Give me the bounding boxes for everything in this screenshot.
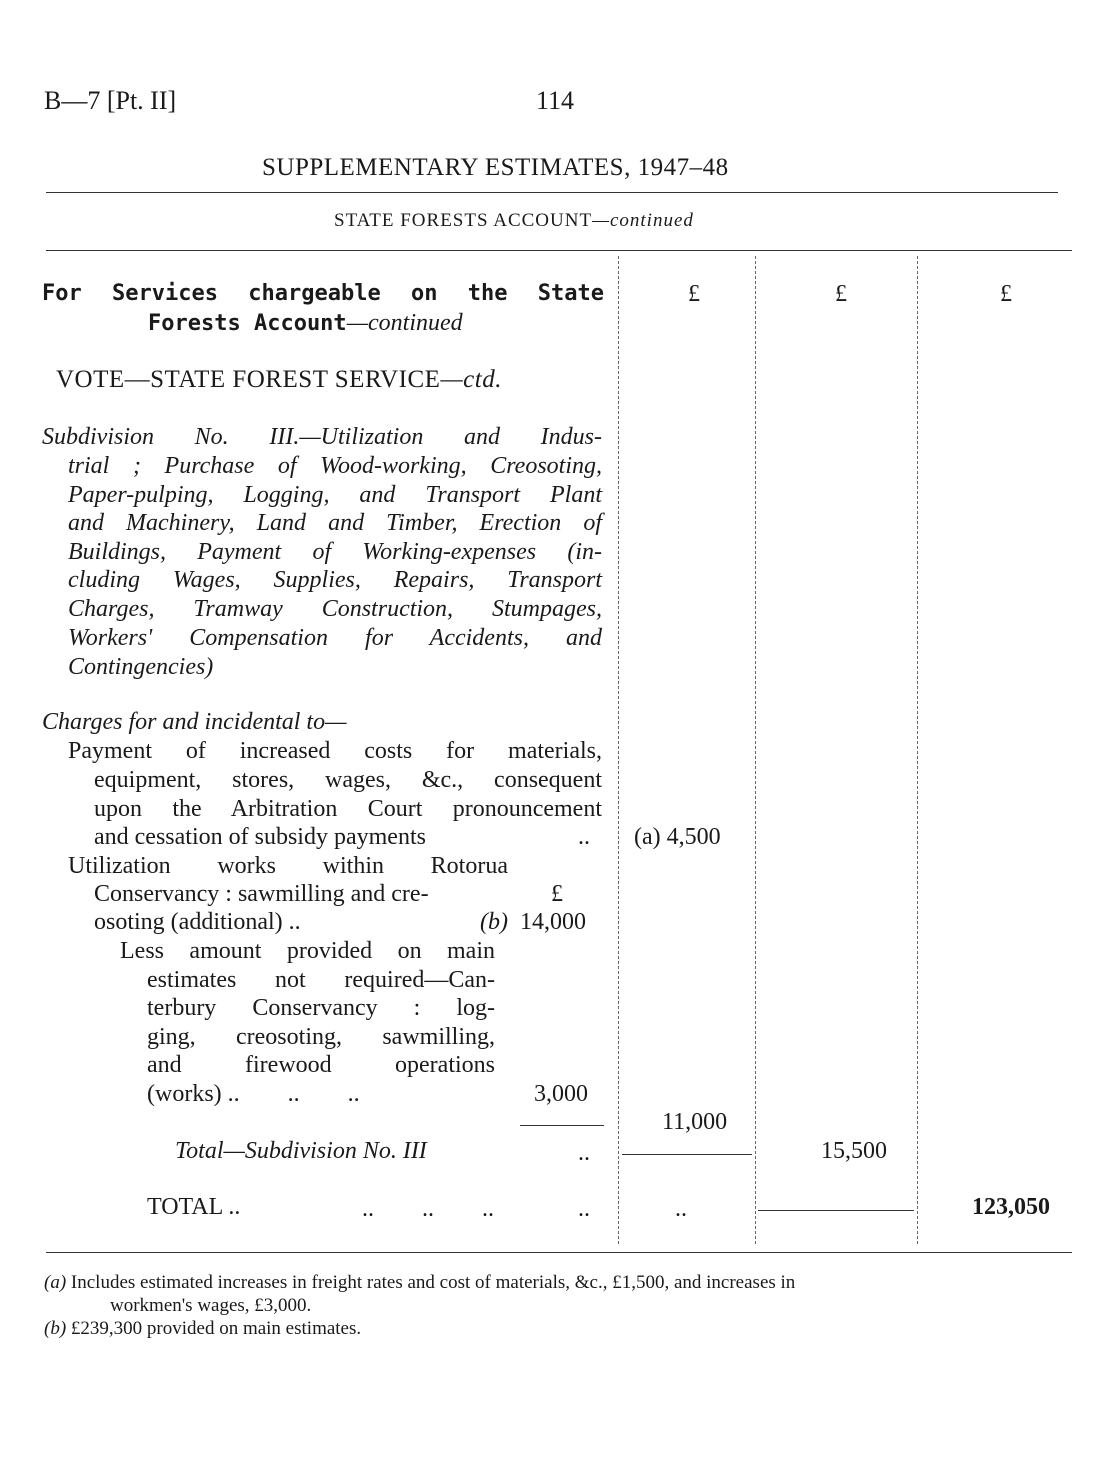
column-divider-3 (917, 256, 918, 1244)
less-line-3: terbury Conservancy : log- (147, 995, 495, 1021)
subdivision-line-2: trial ; Purchase of Wood-working, Creosoting, (68, 453, 602, 479)
footnote-a (44, 1272, 795, 1294)
total-subdivision-label: Total—Subdivision No. III (175, 1138, 427, 1164)
payment-line-2: equipment, stores, wages, &c., consequent (94, 767, 602, 793)
services-heading-line1: For Services chargeable on the State (42, 281, 604, 306)
payment-line-4: and cessation of subsidy payments (94, 824, 426, 850)
utilization-line-3: osoting (additional) .. (94, 909, 301, 935)
footnote-b (44, 1318, 361, 1340)
services-heading-line2 (148, 310, 463, 337)
less-amount: 3,000 (534, 1081, 588, 1107)
utilization-amount: 14,000 (520, 909, 586, 935)
table-bottom-rule (46, 1252, 1072, 1253)
services-heading-bold: Forests Account (148, 311, 347, 336)
utilization-line-2: Conservancy : sawmilling and cre- (94, 881, 429, 907)
document-reference: B—7 [Pt. II] (44, 86, 177, 115)
footnote-a-marker: (a) (44, 1272, 67, 1293)
total-subdivision-amount: 15,500 (821, 1138, 887, 1164)
grand-total-leader-end: .. (578, 1196, 590, 1222)
payment-amount: (a) 4,500 (634, 824, 721, 850)
footnote-b-marker: (b) (44, 1318, 67, 1339)
column-divider-1 (618, 256, 619, 1244)
payment-leader: .. (578, 824, 590, 850)
grand-total-leaders: .. .. .. (362, 1196, 494, 1222)
page-title: SUPPLEMENTARY ESTIMATES, 1947–48 (262, 154, 729, 181)
grand-total-amount: 123,050 (972, 1194, 1050, 1220)
less-line-6: (works) .. .. .. (147, 1081, 360, 1107)
footnote-b-text: £239,300 provided on main estimates. (70, 1318, 362, 1339)
column-divider-2 (755, 256, 756, 1244)
subdivision-line-6: cluding Wages, Supplies, Repairs, Transport (68, 567, 602, 593)
subdivision-line-7: Charges, Tramway Construction, Stumpages, (68, 596, 602, 622)
subdivision-line-8: Workers' Compensation for Accidents, and (68, 625, 602, 651)
footnote-a-continued: workmen's wages, £3,000. (110, 1295, 312, 1316)
grand-total-col1: .. (675, 1196, 687, 1222)
inner-subtotal-rule (520, 1125, 604, 1126)
page-number: 114 (536, 86, 575, 115)
subdivision-line-5: Buildings, Payment of Working-expenses (in- (68, 539, 602, 565)
col1-subtotal-rule (622, 1154, 752, 1155)
subdivision-line-4: and Machinery, Land and Timber, Erection of (68, 510, 602, 536)
charges-heading: Charges for and incidental to— (42, 709, 347, 735)
less-line-4: ging, creosoting, sawmilling, (147, 1024, 495, 1050)
inner-currency-symbol: £ (551, 881, 563, 907)
section-subtitle-continued: —continued (592, 210, 694, 231)
payment-line-1: Payment of increased costs for materials, (68, 738, 602, 764)
utilization-footnote-ref: (b) (480, 909, 508, 935)
table-top-rule (46, 250, 1072, 251)
col1-currency-symbol: £ (688, 281, 700, 307)
vote-heading-suffix: —ctd. (440, 366, 502, 393)
less-line-2: estimates not required—Can- (147, 967, 495, 993)
vote-heading (56, 366, 502, 394)
vote-heading-main: VOTE—STATE FOREST SERVICE (56, 366, 441, 393)
less-line-5: and firewood operations (147, 1052, 495, 1078)
section-subtitle (334, 210, 694, 232)
col2-currency-symbol: £ (835, 281, 847, 307)
subdivision-line-9: Contingencies) (68, 654, 214, 680)
subdivision-line-3: Paper-pulping, Logging, and Transport Plant (68, 482, 602, 508)
less-line-1: Less amount provided on main (120, 938, 495, 964)
title-rule (46, 192, 1058, 193)
section-subtitle-main: STATE FORESTS ACCOUNT (334, 210, 593, 231)
subdivision-line-1: Subdivision No. III.—Utilization and Indus- (42, 424, 602, 450)
services-heading-continued: —continued (346, 310, 463, 336)
utilization-line-1: Utilization works within Rotorua (68, 853, 508, 879)
col2-total-rule (758, 1210, 914, 1211)
grand-total-label: TOTAL .. (147, 1194, 241, 1220)
net-amount: 11,000 (662, 1109, 728, 1135)
footnote-a-text: Includes estimated increases in freight rates and cost of materials, &c., £1,500, and increases in (70, 1272, 796, 1293)
total-subdivision-leader: .. (578, 1140, 590, 1166)
col3-currency-symbol: £ (1000, 281, 1012, 307)
payment-line-3: upon the Arbitration Court pronouncement (94, 796, 602, 822)
